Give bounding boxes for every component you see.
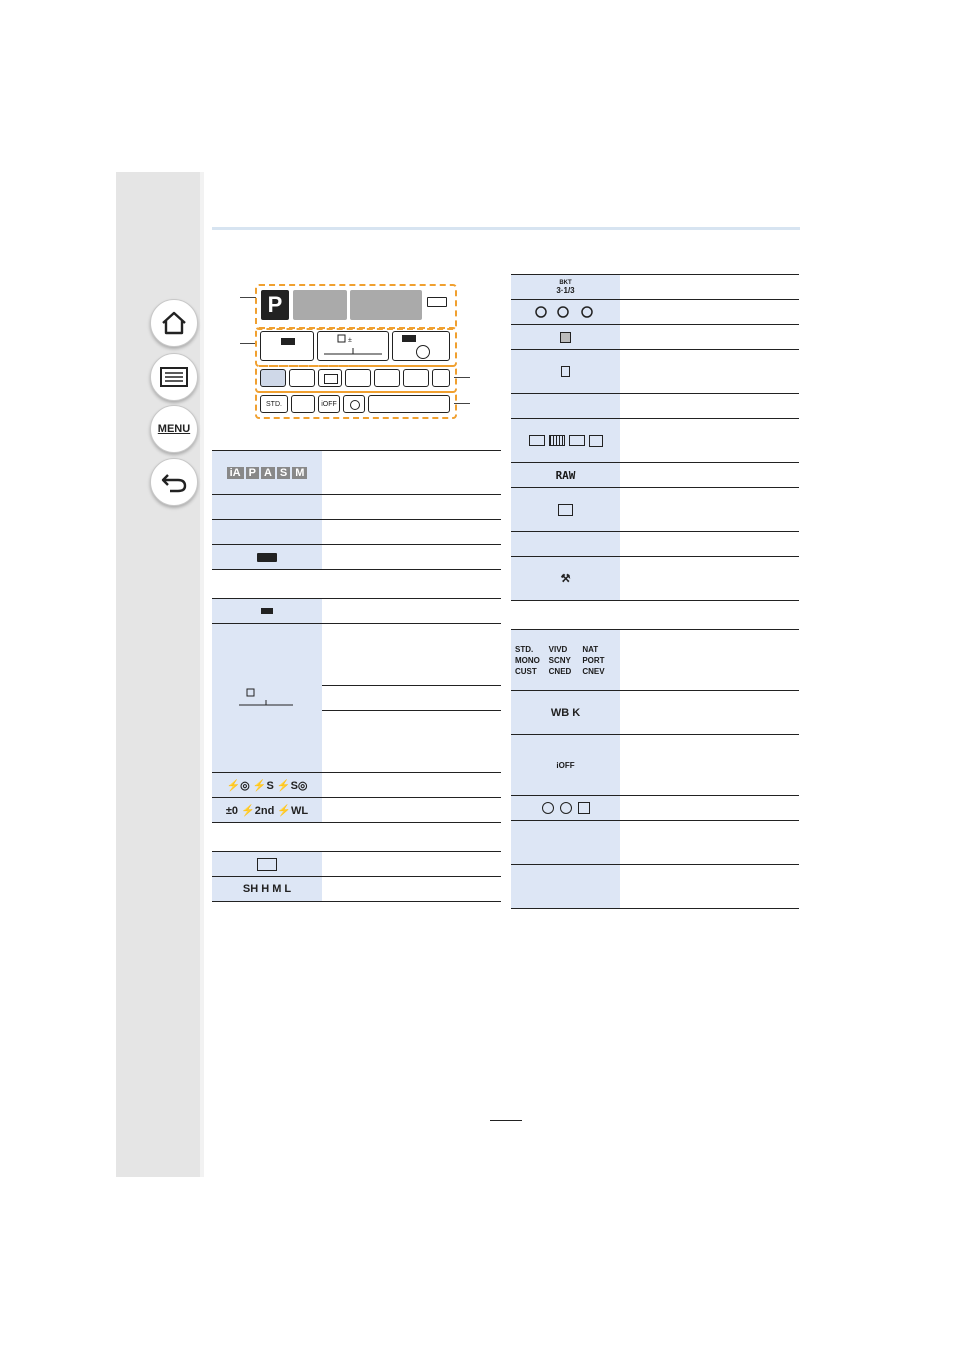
battery-icon: [257, 553, 277, 562]
style-std: STD.: [515, 644, 534, 654]
row-divider: [322, 710, 501, 711]
single-shot-icon: [257, 858, 277, 871]
iso-cell: [212, 599, 322, 623]
ia-icon: iA: [227, 467, 244, 479]
aspect-cell: [511, 488, 620, 531]
aspect-ratio-icon: [558, 504, 573, 516]
raw-cell: [511, 463, 620, 487]
ioff-label: iOFF: [321, 400, 337, 408]
metering-icon: [350, 400, 360, 410]
header-rule: [212, 227, 800, 230]
table-row: [511, 865, 799, 909]
metering-cell: [511, 796, 620, 820]
group-2: [255, 327, 457, 367]
menu-button[interactable]: [150, 405, 198, 453]
left-table: [212, 450, 501, 902]
multi-metering-icon: [542, 802, 554, 814]
table-row: [511, 691, 799, 735]
table-section-break: [212, 570, 501, 599]
fn-cell: [432, 369, 450, 387]
photo-style-cell: [511, 630, 620, 690]
flash-adjust-icon: [402, 335, 416, 342]
burst-icons: SH H M L: [242, 883, 292, 895]
table-row: [511, 300, 799, 325]
table-row: [212, 773, 501, 798]
table-row: [511, 394, 799, 419]
icon-cell: [511, 394, 620, 418]
table-row: [511, 630, 799, 691]
aspect-cell: [374, 369, 400, 387]
a-mode-icon: A: [261, 467, 275, 479]
icon-cell: [511, 532, 620, 556]
table-row: [511, 350, 799, 394]
raw-label: RAW: [555, 468, 576, 482]
table-row: [511, 532, 799, 557]
list-icon: [159, 366, 189, 388]
icon-cell: [212, 495, 322, 519]
mode-icons-cell: [212, 451, 322, 494]
metering-cell: [343, 395, 365, 413]
white-balance-cell: [511, 691, 620, 734]
table-row: [212, 599, 501, 624]
ioff-label: iOFF: [556, 760, 575, 770]
table-row: [212, 545, 501, 570]
center-metering-icon: [560, 802, 572, 814]
drive-single-cell: [212, 852, 322, 876]
custom-multi-icon: [569, 435, 585, 446]
sidebar-edge: [200, 172, 204, 1177]
flash-cell: [392, 331, 450, 361]
exposure-cell: [212, 624, 322, 772]
table-row: [511, 796, 799, 821]
flash-adjust-icons: ±0 ⚡2nd ⚡WL: [225, 804, 309, 817]
exposure-cell: [317, 331, 389, 361]
table-row: [212, 520, 501, 545]
style-label: STD.: [266, 400, 282, 408]
icon-cell: [511, 865, 620, 908]
svg-text:±: ±: [348, 337, 352, 344]
style-cnev: CNEV: [582, 666, 605, 676]
icon-cell: [212, 520, 322, 544]
style-mono: MONO: [515, 655, 540, 665]
group-3: [255, 365, 457, 393]
shutter-speed-box: [293, 290, 347, 320]
fn-cell: [511, 557, 620, 600]
right-table: [511, 274, 799, 909]
m-mode-icon: M: [292, 467, 307, 479]
size-cell: [403, 369, 429, 387]
table-row: [511, 419, 799, 463]
aperture-box: [350, 290, 422, 320]
1-area-icon: [589, 435, 603, 447]
table-row: [212, 877, 501, 902]
bkt-label: BKT: [559, 279, 572, 286]
49-area-icon: [549, 435, 565, 446]
row-divider: [322, 685, 501, 686]
p-mode-icon: P: [246, 467, 259, 479]
iso-cell: [260, 331, 314, 361]
return-arrow-icon: [160, 470, 188, 494]
bkt-value: 3·1/3: [556, 285, 575, 295]
bracket-cell: [511, 275, 620, 299]
card-icon: [561, 366, 570, 377]
quality-cell: [345, 369, 371, 387]
home-button[interactable]: [150, 299, 198, 347]
page-number-rule: [490, 1120, 522, 1121]
table-row: [212, 495, 501, 520]
table-row: [511, 274, 799, 300]
wrench-icon: ⚒: [560, 573, 571, 585]
wb-cell: [291, 395, 315, 413]
ioff-cell: [318, 395, 340, 413]
menu-label: MENU: [157, 423, 191, 435]
af-cell: [368, 395, 450, 413]
af-mode-cell: [511, 419, 620, 462]
flash-mode-icons: ⚡◎ ⚡S ⚡S◎: [226, 779, 308, 792]
style-cned: CNED: [548, 666, 572, 676]
back-button[interactable]: [150, 458, 198, 506]
flash-mode-cell: [212, 773, 322, 797]
contents-button[interactable]: [150, 353, 198, 401]
display-diagram: [240, 280, 480, 420]
group-4: [255, 391, 457, 419]
mode-description: [322, 451, 501, 494]
i-dynamic-cell: [511, 735, 620, 795]
table-row: [511, 735, 799, 796]
home-icon: [160, 310, 188, 336]
style-cell: [260, 395, 288, 413]
self-timer-icon: [531, 304, 601, 320]
style-scny: SCNY: [548, 655, 571, 665]
table-section-break: [511, 601, 799, 630]
style-cust: CUST: [515, 666, 537, 676]
white-balance-icons: WB K: [550, 706, 581, 719]
s-mode-icon: S: [277, 467, 290, 479]
spot-metering-icon: [578, 802, 590, 814]
timelapse-icon: [560, 332, 571, 343]
style-vivd: VIVD: [548, 644, 568, 654]
group-1: [255, 284, 457, 330]
face-detect-icon: [529, 435, 545, 446]
self-timer-cell: [511, 300, 620, 324]
table-row: [212, 852, 501, 877]
flash-adjust-cell: [212, 798, 322, 822]
icon-cell: [511, 821, 620, 864]
exposure-scale-icon: [318, 332, 388, 360]
burst-cell: [212, 877, 322, 901]
flash-off-icon: [416, 345, 430, 359]
card-cell: [511, 350, 620, 393]
style-nat: NAT: [582, 644, 599, 654]
timelapse-cell: [511, 325, 620, 349]
iso-icon: [261, 608, 273, 614]
exposure-scale-icon: [237, 687, 297, 709]
table-section-break: [212, 823, 501, 852]
iso-icon: [281, 338, 295, 345]
drive-cell: [260, 369, 286, 387]
timer-cell: [289, 369, 315, 387]
table-row: [511, 488, 799, 532]
bracket-icon: [324, 374, 338, 384]
table-row: [511, 557, 799, 601]
battery-cell: [212, 545, 322, 569]
table-row: [511, 821, 799, 865]
callout-line-1: [240, 297, 256, 298]
table-row: [511, 325, 799, 350]
table-row: [212, 624, 501, 773]
table-row: [212, 798, 501, 823]
bracket-cell: [318, 369, 342, 387]
style-port: PORT: [582, 655, 605, 665]
mode-indicator: P: [261, 290, 289, 320]
table-row: [212, 450, 501, 495]
table-row: [511, 463, 799, 488]
battery-icon: [427, 297, 447, 307]
callout-line-2: [240, 343, 256, 344]
